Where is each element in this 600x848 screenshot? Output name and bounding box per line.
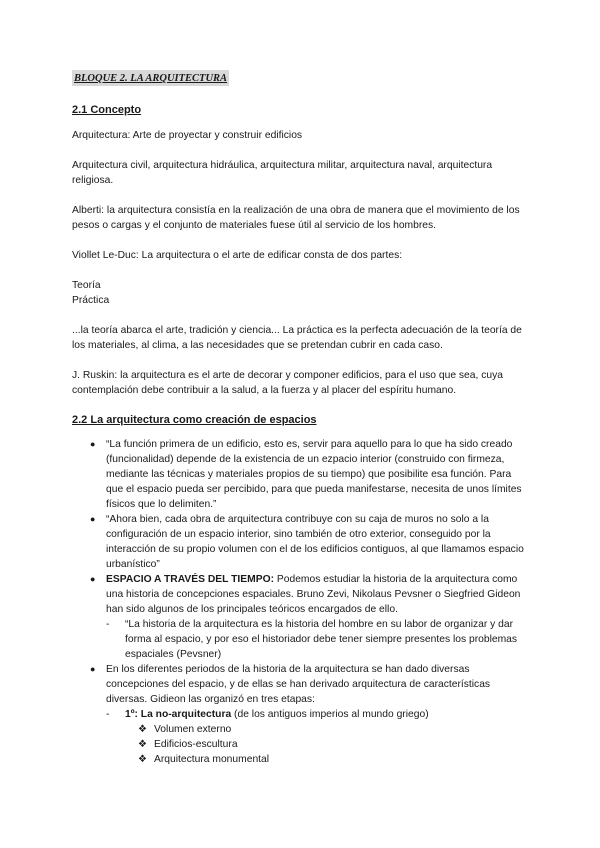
sub-list [72, 617, 528, 662]
sub-list [72, 707, 528, 722]
bullet-icon: ● [90, 514, 96, 524]
types-paragraph: Arquitectura civil, arquitectura hidráulica, arquitectura militar, arquitectura naval, arquitectura religiosa. [72, 160, 493, 186]
diamond-bullet-icon: ❖ [138, 739, 147, 750]
bullet-icon: ● [90, 439, 96, 449]
list-item [72, 707, 528, 722]
diamond-item-text: Arquitectura monumental [154, 754, 270, 765]
part-teoria: Teoría [72, 280, 101, 291]
bullet-text: Podemos estudiar la historia de la arquitectura como una historia de concepciones espaciales. Bruno Zevi, Nikolaus Pevsner o Siegfried Gideon han sido algunos de los principales teóricos encargados de ello. [106, 574, 521, 615]
section-heading-espacios: 2.2 La arquitectura como creación de espacios [72, 414, 317, 426]
document-page [72, 70, 528, 767]
list-item [72, 737, 528, 752]
bloque-title: BLOQUE 2. LA ARQUITECTURA [72, 70, 229, 86]
diamond-list [72, 722, 528, 767]
stage-text: (de los antiguos imperios al mundo griego) [231, 709, 429, 720]
bullet-list [72, 662, 528, 707]
viollet-paragraph: Viollet Le-Duc: La arquitectura o el arte de edificar consta de dos partes: [72, 250, 403, 261]
diamond-bullet-icon: ❖ [138, 754, 147, 765]
bullet-bold-lead: ESPACIO A TRAVÉS DEL TIEMPO: [106, 574, 275, 585]
section-heading-concepto: 2.1 Concepto [72, 104, 142, 116]
list-item [72, 617, 528, 662]
diamond-item-text: Volumen externo [154, 724, 232, 735]
stage-bold-lead: 1º: La no-arquitectura [125, 709, 232, 720]
list-item [72, 662, 528, 707]
diamond-bullet-icon: ❖ [138, 724, 147, 735]
ruskin-paragraph: J. Ruskin: la arquitectura es el arte de decorar y componer edificios, para el uso que sea, cuya contemplación debe contribuir a la salud, a la fuerza y al placer del espíritu humano. [72, 370, 503, 396]
list-item [72, 437, 528, 512]
list-item [72, 752, 528, 767]
part-practica: Práctica [72, 295, 110, 306]
alberti-paragraph: Alberti: la arquitectura consistía en la realización de una obra de manera que el movimiento de los pesos o cargas y el conjunto de materiales fuese útil al servicio de los hombres. [72, 205, 520, 231]
diamond-item-text: Edificios-escultura [154, 739, 238, 750]
definition-paragraph: Arquitectura: Arte de proyectar y construir edificios [72, 130, 303, 141]
sub-item-text: “La historia de la arquitectura es la historia del hombre en su labor de organizar y dar forma al espacio, y por eso el historiador debe tener siempre presentes los problemas espaciales (Pevsner) [125, 619, 518, 660]
theory-practice-paragraph: ...la teoría abarca el arte, tradición y ciencia... La práctica es la perfecta adecuación de la teoría de los materiales, al clima, a las necesidades que se pretendan cubrir en cada caso. [72, 325, 522, 351]
bullet-icon: ● [90, 574, 96, 584]
bullet-text: “Ahora bien, cada obra de arquitectura contribuye con su caja de muros no solo a la configuración de un espacio interior, sino también de otro exterior, conseguido por la interacción de su propio volumen con el de los edificios contiguos, al que llamamos espacio urbanístico” [106, 514, 524, 570]
list-item [72, 722, 528, 737]
dash-icon: - [106, 619, 110, 630]
bullet-text: En los diferentes periodos de la historia de la arquitectura se han dado diversas concepciones del espacio, y de ellas se han derivado arquitectura de características diversas. Gidieon las organizó en tres etapas: [106, 664, 491, 705]
dash-icon: - [106, 709, 110, 720]
list-item [72, 512, 528, 572]
bullet-text: “La función primera de un edificio, esto es, servir para aquello para lo que ha sido creado (funcionalidad) depende de la existencia de un ezpacio interior (construido con firmeza, mediante las técnicas y materiales propios de su tiempo) que posibilite esa función. Para que el espacio pueda ser percibido, para que pueda manifestarse, necesita de unos límites físicos que lo delimiten.” [106, 439, 522, 510]
list-item [72, 572, 528, 617]
bullet-icon: ● [90, 664, 96, 674]
bullet-list [72, 437, 528, 617]
